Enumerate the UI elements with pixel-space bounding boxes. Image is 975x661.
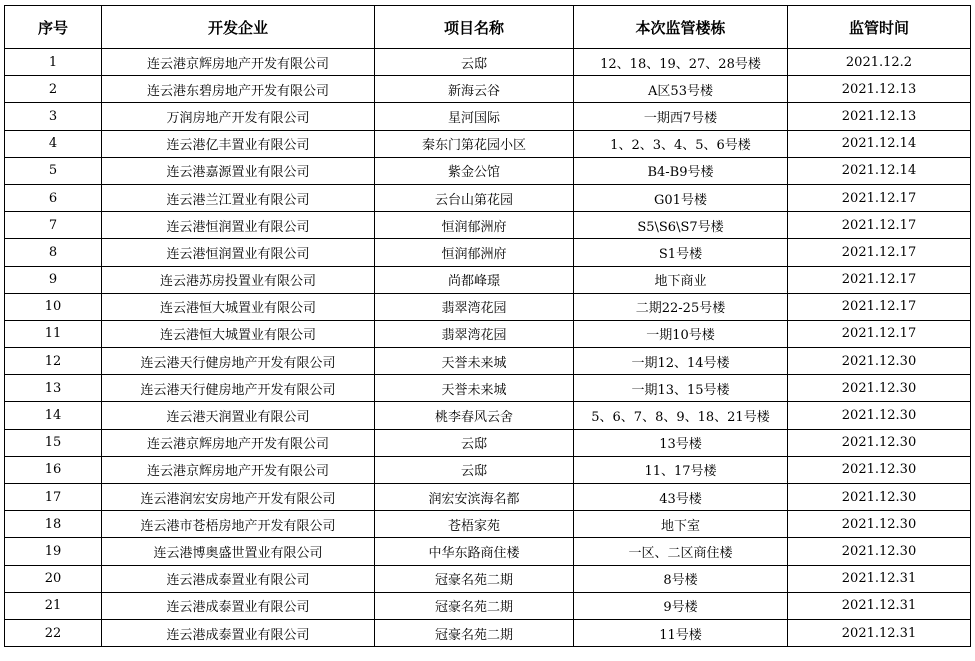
cell-supervised-buildings: 11、17号楼 [574,456,788,483]
cell-supervised-buildings: 二期22-25号楼 [574,293,788,320]
cell-project-name: 恒润郁洲府 [375,212,574,239]
cell-project-name: 润宏安滨海名都 [375,484,574,511]
cell-serial-number: 10 [5,293,102,320]
cell-project-name: 恒润郁洲府 [375,239,574,266]
cell-supervised-buildings: 43号楼 [574,484,788,511]
header-project-name: 项目名称 [375,6,574,49]
cell-serial-number: 1 [5,49,102,76]
cell-serial-number: 15 [5,429,102,456]
cell-developer: 连云港天润置业有限公司 [102,402,375,429]
table-row [5,130,971,157]
cell-supervision-date: 2021.12.31 [788,565,971,592]
cell-project-name: 冠豪名苑二期 [375,619,574,646]
cell-supervision-date: 2021.12.30 [788,484,971,511]
cell-developer: 连云港京辉房地产开发有限公司 [102,429,375,456]
cell-supervision-date: 2021.12.17 [788,320,971,347]
cell-supervised-buildings: 一期西7号楼 [574,103,788,130]
cell-project-name: 天誉未来城 [375,375,574,402]
cell-project-name: 桃李春风云舍 [375,402,574,429]
cell-developer: 连云港亿丰置业有限公司 [102,130,375,157]
cell-project-name: 冠豪名苑二期 [375,592,574,619]
cell-developer: 连云港润宏安房地产开发有限公司 [102,484,375,511]
cell-developer: 万润房地产开发有限公司 [102,103,375,130]
cell-developer: 连云港博奥盛世置业有限公司 [102,538,375,565]
cell-developer: 连云港嘉源置业有限公司 [102,157,375,184]
table-row [5,157,971,184]
cell-supervised-buildings: 地下室 [574,511,788,538]
cell-supervised-buildings: A区53号楼 [574,76,788,103]
cell-project-name: 苍梧家苑 [375,511,574,538]
supervision-table-container [4,5,971,647]
cell-supervision-date: 2021.12.17 [788,266,971,293]
table-row [5,239,971,266]
cell-project-name: 云邸 [375,429,574,456]
cell-supervised-buildings: S1号楼 [574,239,788,266]
table-row [5,402,971,429]
cell-project-name: 冠豪名苑二期 [375,565,574,592]
cell-supervised-buildings: S5\S6\S7号楼 [574,212,788,239]
cell-supervision-date: 2021.12.13 [788,103,971,130]
cell-serial-number: 3 [5,103,102,130]
cell-developer: 连云港京辉房地产开发有限公司 [102,49,375,76]
cell-supervised-buildings: 一期10号楼 [574,320,788,347]
cell-supervision-date: 2021.12.31 [788,619,971,646]
cell-supervision-date: 2021.12.30 [788,511,971,538]
cell-supervised-buildings: 1、2、3、4、5、6号楼 [574,130,788,157]
table-row [5,538,971,565]
cell-serial-number: 16 [5,456,102,483]
cell-supervision-date: 2021.12.30 [788,456,971,483]
cell-supervision-date: 2021.12.30 [788,375,971,402]
cell-serial-number: 4 [5,130,102,157]
cell-developer: 连云港成泰置业有限公司 [102,565,375,592]
cell-project-name: 紫金公馆 [375,157,574,184]
cell-supervision-date: 2021.12.30 [788,348,971,375]
header-developer: 开发企业 [102,6,375,49]
header-supervised-buildings: 本次监管楼栋 [574,6,788,49]
cell-developer: 连云港苏房投置业有限公司 [102,266,375,293]
cell-supervised-buildings: 11号楼 [574,619,788,646]
cell-serial-number: 20 [5,565,102,592]
cell-developer: 连云港天行健房地产开发有限公司 [102,375,375,402]
table-row [5,184,971,211]
cell-project-name: 云台山第花园 [375,184,574,211]
cell-supervision-date: 2021.12.30 [788,402,971,429]
cell-serial-number: 21 [5,592,102,619]
cell-project-name: 云邸 [375,49,574,76]
cell-supervision-date: 2021.12.14 [788,130,971,157]
table-row [5,348,971,375]
header-serial-number: 序号 [5,6,102,49]
cell-supervised-buildings: G01号楼 [574,184,788,211]
cell-project-name: 尚都峰璟 [375,266,574,293]
cell-serial-number: 12 [5,348,102,375]
cell-serial-number: 8 [5,239,102,266]
cell-supervised-buildings: 13号楼 [574,429,788,456]
cell-serial-number: 5 [5,157,102,184]
table-row [5,456,971,483]
table-row [5,375,971,402]
header-supervision-date: 监管时间 [788,6,971,49]
cell-serial-number: 18 [5,511,102,538]
cell-developer: 连云港成泰置业有限公司 [102,619,375,646]
cell-developer: 连云港成泰置业有限公司 [102,592,375,619]
cell-supervision-date: 2021.12.17 [788,239,971,266]
cell-project-name: 中华东路商住楼 [375,538,574,565]
table-row [5,592,971,619]
cell-project-name: 云邸 [375,456,574,483]
table-header-row [5,6,971,49]
cell-serial-number: 9 [5,266,102,293]
cell-project-name: 新海云谷 [375,76,574,103]
table-row [5,293,971,320]
table-row [5,212,971,239]
cell-developer: 连云港兰江置业有限公司 [102,184,375,211]
cell-serial-number: 2 [5,76,102,103]
cell-project-name: 翡翠湾花园 [375,320,574,347]
cell-supervised-buildings: 一期13、15号楼 [574,375,788,402]
cell-supervised-buildings: 9号楼 [574,592,788,619]
cell-project-name: 星河国际 [375,103,574,130]
table-body [5,49,971,647]
table-row [5,49,971,76]
cell-serial-number: 6 [5,184,102,211]
cell-developer: 连云港京辉房地产开发有限公司 [102,456,375,483]
cell-serial-number: 7 [5,212,102,239]
cell-project-name: 翡翠湾花园 [375,293,574,320]
table-row [5,429,971,456]
table-row [5,266,971,293]
table-row [5,619,971,646]
cell-supervised-buildings: B4-B9号楼 [574,157,788,184]
cell-supervised-buildings: 一期12、14号楼 [574,348,788,375]
cell-developer: 连云港恒大城置业有限公司 [102,293,375,320]
cell-developer: 连云港恒润置业有限公司 [102,239,375,266]
cell-supervision-date: 2021.12.2 [788,49,971,76]
table-row [5,565,971,592]
cell-supervision-date: 2021.12.17 [788,184,971,211]
cell-supervision-date: 2021.12.13 [788,76,971,103]
cell-developer: 连云港恒润置业有限公司 [102,212,375,239]
cell-supervision-date: 2021.12.30 [788,429,971,456]
cell-serial-number: 13 [5,375,102,402]
cell-supervision-date: 2021.12.30 [788,538,971,565]
table-row [5,76,971,103]
cell-serial-number: 19 [5,538,102,565]
table-row [5,103,971,130]
cell-supervision-date: 2021.12.14 [788,157,971,184]
cell-developer: 连云港东碧房地产开发有限公司 [102,76,375,103]
table-row [5,484,971,511]
cell-supervision-date: 2021.12.31 [788,592,971,619]
supervision-table [4,5,971,647]
cell-supervised-buildings: 5、6、7、8、9、18、21号楼 [574,402,788,429]
cell-supervised-buildings: 12、18、19、27、28号楼 [574,49,788,76]
cell-developer: 连云港恒大城置业有限公司 [102,320,375,347]
cell-supervision-date: 2021.12.17 [788,293,971,320]
cell-supervised-buildings: 地下商业 [574,266,788,293]
cell-developer: 连云港市苍梧房地产开发有限公司 [102,511,375,538]
table-row [5,511,971,538]
cell-supervised-buildings: 8号楼 [574,565,788,592]
cell-serial-number: 11 [5,320,102,347]
table-row [5,320,971,347]
cell-serial-number: 17 [5,484,102,511]
cell-supervision-date: 2021.12.17 [788,212,971,239]
cell-serial-number: 14 [5,402,102,429]
cell-serial-number: 22 [5,619,102,646]
cell-project-name: 秦东门第花园小区 [375,130,574,157]
cell-project-name: 天誉未来城 [375,348,574,375]
cell-developer: 连云港天行健房地产开发有限公司 [102,348,375,375]
cell-supervised-buildings: 一区、二区商住楼 [574,538,788,565]
